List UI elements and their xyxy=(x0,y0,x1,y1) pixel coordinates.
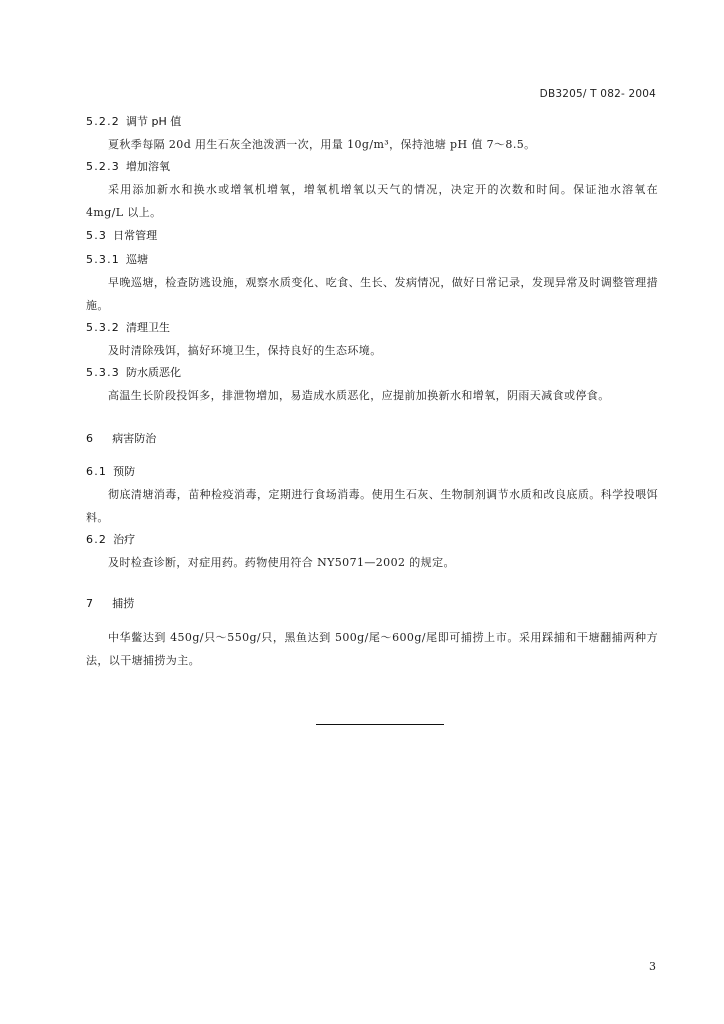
end-rule xyxy=(316,724,444,725)
page-number: 3 xyxy=(649,960,656,973)
section-title: 增加溶氧 xyxy=(126,160,170,173)
document-body xyxy=(86,114,658,672)
section-title: 治疗 xyxy=(113,533,136,546)
section-paragraph: 中华鳖达到 450g/只～550g/只，黑鱼达到 500g/尾～600g/尾即可捕捞上市。采用踩捕和干塘翻捕两种方法，以干塘捕捞为主。 xyxy=(86,631,658,667)
section-number: 7 xyxy=(86,597,95,610)
section-number: 6.1 xyxy=(86,465,108,478)
section-number: 5.3.3 xyxy=(86,366,120,379)
section-title: 调节 pH 值 xyxy=(126,115,182,128)
section-title: 预防 xyxy=(113,465,136,478)
section-title: 日常管理 xyxy=(113,229,158,242)
section-number: 5.3 xyxy=(86,229,108,242)
section-paragraph: 夏秋季每隔 20d 用生石灰全池泼洒一次，用量 10g/m³，保持池塘 pH 值 7～8.5。 xyxy=(108,138,536,151)
section-number: 5.2.3 xyxy=(86,160,120,173)
section-title: 捕捞 xyxy=(112,597,135,610)
section-title: 防水质恶化 xyxy=(126,366,181,379)
section-heading-6 xyxy=(86,431,658,447)
section-heading-7 xyxy=(86,596,658,612)
section-paragraph: 采用添加新水和换水或增氧机增氧，增氧机增氧以天气的情况，决定开的次数和时间。保证池水溶氧在 4mg/L 以上。 xyxy=(86,183,658,219)
section-number: 6.2 xyxy=(86,533,108,546)
section-number: 5.2.2 xyxy=(86,115,120,128)
section-paragraph: 早晚巡塘，检查防逃设施，观察水质变化、吃食、生长、发病情况，做好日常记录，发现异常及时调整管理措施。 xyxy=(86,276,658,312)
section-number: 5.3.2 xyxy=(86,321,120,334)
section-title: 病害防治 xyxy=(112,432,157,445)
section-title: 巡塘 xyxy=(126,253,148,266)
section-paragraph: 及时检查诊断，对症用药。药物使用符合 NY5071—2002 的规定。 xyxy=(108,556,455,569)
section-number: 6 xyxy=(86,432,95,445)
section-heading-5-3 xyxy=(86,228,658,244)
section-heading-6-1 xyxy=(86,464,658,480)
section-heading-5-3-3 xyxy=(86,365,658,381)
section-heading-5-3-2 xyxy=(86,320,658,336)
section-paragraph: 高温生长阶段投饵多，排泄物增加，易造成水质恶化，应提前加换新水和增氧，阴雨天减食或停食。 xyxy=(108,389,610,402)
section-heading-6-2 xyxy=(86,532,658,548)
section-number: 5.3.1 xyxy=(86,253,120,266)
section-heading-5-2-3 xyxy=(86,159,658,175)
section-heading-5-2-2 xyxy=(86,114,658,130)
document-code: DB3205/ T 082- 2004 xyxy=(539,88,656,100)
section-heading-5-3-1 xyxy=(86,252,658,268)
section-paragraph: 及时清除残饵，搞好环境卫生，保持良好的生态环境。 xyxy=(108,344,382,357)
section-title: 清理卫生 xyxy=(126,321,170,334)
section-paragraph: 彻底清塘消毒，苗种检疫消毒，定期进行食场消毒。使用生石灰、生物制剂调节水质和改良底质。科学投喂饵料。 xyxy=(86,488,658,524)
